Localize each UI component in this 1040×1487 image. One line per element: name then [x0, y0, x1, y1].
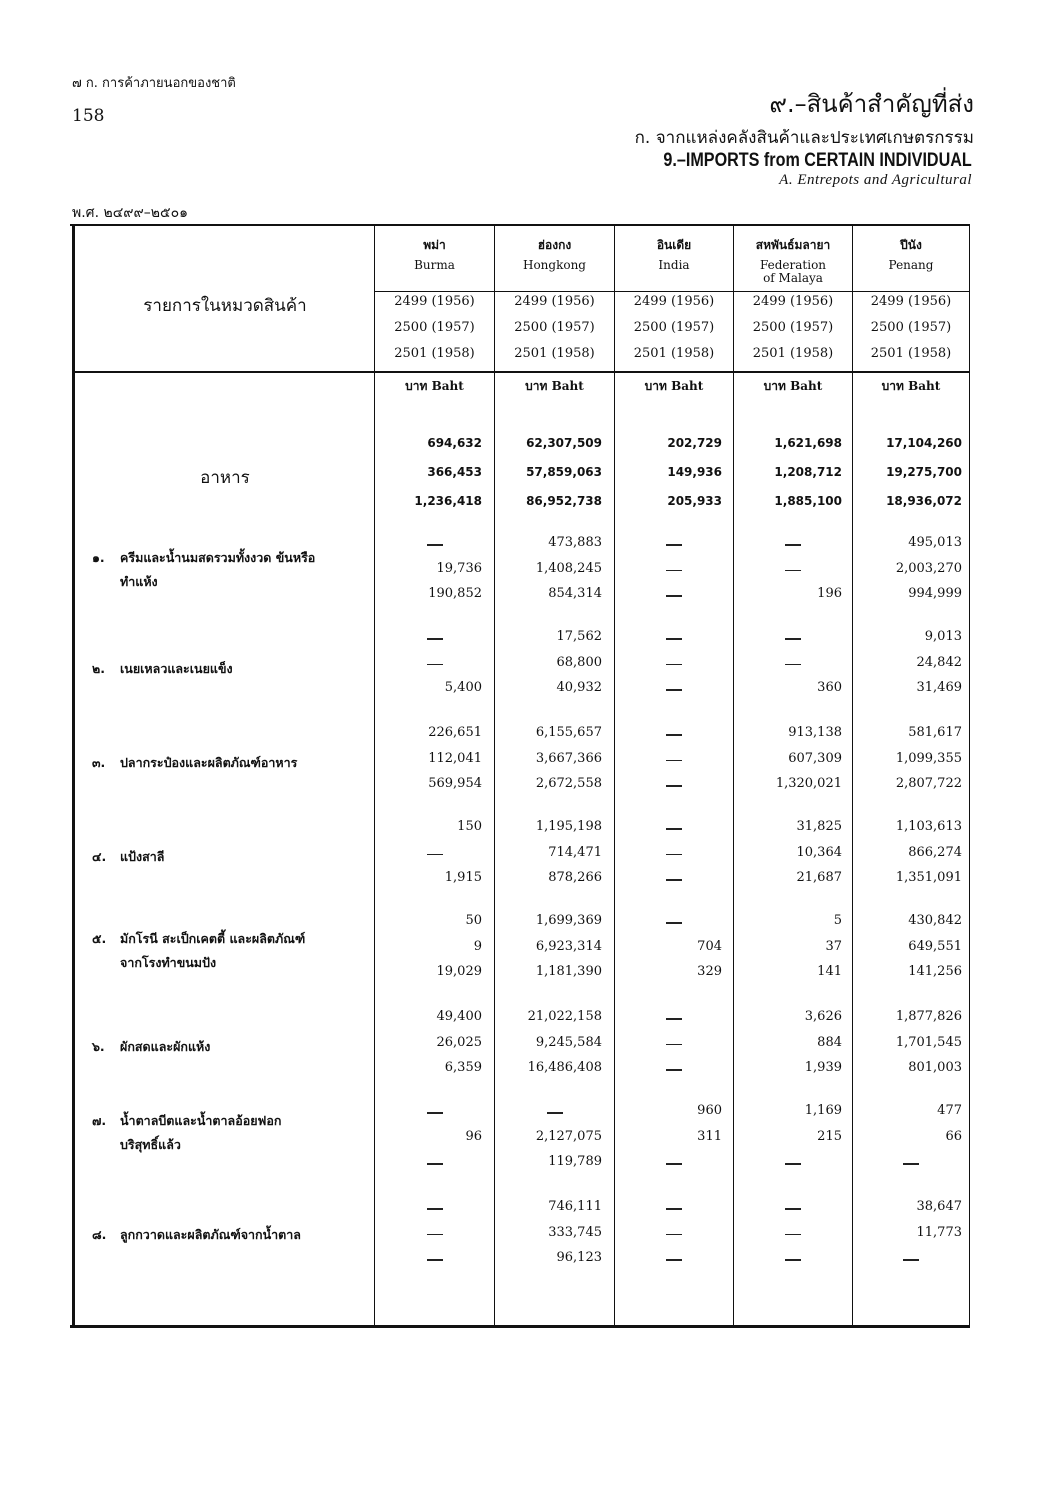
empty-dash [427, 854, 443, 856]
year-label: 2501 (1958) [633, 346, 715, 361]
table-cell: 10,364 [796, 844, 842, 860]
empty-dash [427, 638, 443, 640]
year-label: 2499 (1956) [752, 294, 834, 309]
year-label: 2500 (1957) [752, 320, 834, 335]
year-label: 2499 (1956) [870, 294, 952, 309]
table-cell: 1,701,545 [895, 1034, 962, 1050]
item-label-text: ทำแห้ง [120, 574, 158, 589]
page-number: 158 [72, 106, 105, 126]
item-label-text: ครีมและน้ำนมสดรวมทั้งงวด ข้นหรือ [120, 550, 316, 565]
item-label [92, 657, 372, 681]
column-name-thai: สหพันธ์มลายา [755, 238, 831, 252]
table-cell: 62,307,509 [526, 436, 602, 450]
table-cell: 913,138 [788, 725, 842, 740]
table-left-rule [72, 224, 75, 1327]
table-cell: 6,923,314 [535, 938, 602, 954]
table-cell: 31,469 [916, 680, 962, 695]
item-label-text: แป้งสาลี [120, 849, 165, 864]
table-bottom-rule [70, 1325, 970, 1328]
year-label: 2500 (1957) [633, 320, 715, 335]
table-cell: 141,256 [908, 964, 962, 979]
table-cell: 1,103,613 [895, 819, 962, 834]
table-cell: 2,127,075 [535, 1128, 602, 1144]
table-cell: 1,208,712 [774, 465, 842, 479]
empty-dash [666, 1044, 682, 1046]
table-cell: 1,885,100 [774, 494, 842, 508]
item-label-text: จากโรงทำขนมปัง [120, 955, 217, 970]
table-cell: 40,932 [556, 680, 602, 695]
page-title-english: 9.–IMPORTS from CERTAIN INDIVIDUAL [663, 150, 972, 171]
table-cell: 112,041 [428, 750, 482, 766]
column-header-malaya [735, 236, 851, 285]
table-cell: 68,800 [556, 654, 602, 670]
empty-dash [666, 1259, 682, 1261]
table-cell: 2,672,558 [535, 776, 602, 791]
table-cell: 226,651 [428, 725, 482, 740]
item-label-text: บริสุทธิ์แล้ว [120, 1137, 181, 1152]
empty-dash [666, 595, 682, 597]
table-cell: 704 [697, 938, 722, 954]
empty-dash [666, 689, 682, 691]
year-label: 2501 (1958) [752, 346, 834, 361]
table-cell: 1,320,021 [775, 776, 842, 791]
empty-dash [427, 1234, 443, 1236]
table-cell: 994,999 [908, 586, 962, 601]
item-number: ๗. [92, 1113, 107, 1128]
item-label [92, 927, 372, 975]
item-number: ๑. [92, 550, 105, 565]
item-label-text: มักโรนี สะเป็กเคตตี้ และผลิตภัณฑ์ [120, 931, 306, 946]
country-header-rule [374, 291, 970, 292]
item-number: ๕. [92, 931, 107, 946]
empty-dash [666, 854, 682, 856]
empty-dash [785, 544, 801, 546]
empty-dash [666, 544, 682, 546]
empty-dash [547, 1112, 563, 1114]
item-number: ๖. [92, 1039, 105, 1054]
column-header-hongkong [496, 236, 613, 272]
table-cell: 21,022,158 [527, 1009, 602, 1024]
table-cell: 1,195,198 [535, 819, 602, 834]
table-cell: 3,626 [804, 1009, 842, 1024]
empty-dash [785, 1259, 801, 1261]
table-cell: 960 [697, 1103, 722, 1118]
table-top-rule [70, 224, 970, 226]
empty-dash [666, 879, 682, 881]
table-cell: 19,029 [436, 964, 482, 979]
year-label: 2501 (1958) [870, 346, 952, 361]
empty-dash [785, 1234, 801, 1236]
table-cell: 19,275,700 [886, 465, 962, 479]
unit-label: บาท Baht [881, 379, 941, 393]
table-cell: 31,825 [796, 819, 842, 834]
table-cell: 141 [817, 964, 842, 979]
header-separator-rule [72, 371, 970, 373]
table-cell: 26,025 [436, 1034, 482, 1050]
table-cell: 477 [937, 1103, 962, 1118]
table-cell: 21,687 [796, 870, 842, 885]
table-cell: 9 [473, 938, 482, 954]
empty-dash [666, 1069, 682, 1071]
table-cell: 649,551 [908, 938, 962, 954]
table-cell: 19,736 [436, 560, 482, 576]
table-cell: 801,003 [908, 1060, 962, 1075]
table-cell: 311 [697, 1128, 722, 1144]
table-cell: 2,003,270 [895, 560, 962, 576]
column-name-thai: พม่า [423, 238, 446, 252]
empty-dash [666, 785, 682, 787]
column-name-english: India [658, 258, 690, 272]
table-cell: 119,789 [548, 1154, 602, 1169]
item-label-text: ปลากระป๋องและผลิตภัณฑ์อาหาร [120, 755, 298, 770]
column-divider [494, 226, 495, 1326]
table-cell: 581,617 [908, 725, 962, 740]
empty-dash [785, 1163, 801, 1165]
table-cell: 57,859,063 [526, 465, 602, 479]
item-number: ๓. [92, 755, 106, 770]
item-label [92, 1109, 372, 1157]
empty-dash [666, 760, 682, 762]
table-cell: 18,936,072 [886, 494, 962, 508]
table-cell: 746,111 [548, 1199, 602, 1214]
empty-dash [666, 1163, 682, 1165]
empty-dash [666, 664, 682, 666]
empty-dash [427, 1163, 443, 1165]
column-divider [852, 226, 853, 1326]
year-label: 2499 (1956) [514, 294, 595, 309]
table-cell: 1,621,698 [774, 436, 842, 450]
empty-dash [785, 1208, 801, 1210]
column-divider [374, 226, 375, 1326]
column-name-english: Burma [414, 258, 455, 272]
table-cell: 190,852 [428, 586, 482, 601]
table-cell: 854,314 [548, 586, 602, 601]
empty-dash [427, 664, 443, 666]
table-cell: 360 [817, 680, 842, 695]
item-label-text: เนยเหลวและเนยแข็ง [120, 661, 233, 676]
item-label [92, 546, 372, 594]
empty-dash [785, 664, 801, 666]
table-cell: 202,729 [667, 436, 722, 450]
table-cell: 205,933 [667, 494, 722, 508]
table-cell: 3,667,366 [535, 750, 602, 766]
table-cell: 38,647 [916, 1199, 962, 1214]
table-cell: 9,013 [924, 629, 962, 644]
unit-label: บาท Baht [763, 379, 823, 393]
empty-dash [903, 1163, 919, 1165]
table-cell: 714,471 [548, 844, 602, 860]
empty-dash [666, 638, 682, 640]
column-header-burma [376, 236, 493, 272]
table-cell: 607,309 [788, 750, 842, 766]
table-cell: 96,123 [556, 1250, 602, 1265]
table-cell: 1,169 [804, 1103, 842, 1118]
column-name-english: Penang [888, 258, 934, 272]
table-cell: 430,842 [908, 913, 962, 928]
table-cell: 866,274 [908, 844, 962, 860]
item-label-text: น้ำตาลบีตและน้ำตาลอ้อยฟอก [120, 1113, 282, 1128]
empty-dash [427, 1259, 443, 1261]
empty-dash [666, 828, 682, 830]
year-label: 2500 (1957) [514, 320, 595, 335]
table-cell: 329 [697, 964, 722, 979]
empty-dash [903, 1259, 919, 1261]
table-cell: 9,245,584 [535, 1034, 602, 1050]
table-cell: 1,877,826 [895, 1009, 962, 1024]
column-divider [969, 226, 970, 1326]
page-title-thai: ๙.–สินค้าสำคัญที่ส่ง [769, 90, 974, 118]
table-cell: 694,632 [427, 436, 482, 450]
table-cell: 49,400 [436, 1009, 482, 1024]
table-cell: 50 [465, 913, 482, 928]
empty-dash [666, 1208, 682, 1210]
table-cell: 1,939 [804, 1060, 842, 1075]
table-cell: 11,773 [916, 1224, 962, 1240]
table-cell: 196 [817, 586, 842, 601]
empty-dash [666, 1018, 682, 1020]
table-cell: 366,453 [427, 465, 482, 479]
year-label: 2501 (1958) [394, 346, 475, 361]
table-cell: 884 [817, 1034, 842, 1050]
empty-dash [666, 734, 682, 736]
column-name-thai: ปีนัง [900, 238, 922, 252]
year-label: 2500 (1957) [394, 320, 475, 335]
section-header: ๗ ก. การค้าภายนอกของชาติ [72, 76, 236, 91]
table-cell: 1,236,418 [414, 494, 482, 508]
empty-dash [427, 1112, 443, 1114]
table-cell: 6,359 [444, 1060, 482, 1075]
column-divider [733, 226, 734, 1326]
table-cell: 1,351,091 [895, 870, 962, 885]
table-cell: 1,099,355 [895, 750, 962, 766]
table-cell: 96 [465, 1128, 482, 1144]
table-cell: 473,883 [548, 535, 602, 550]
column-header-india [616, 236, 732, 272]
empty-dash [785, 638, 801, 640]
table-cell: 37 [825, 938, 842, 954]
year-label: 2499 (1956) [394, 294, 475, 309]
empty-dash [666, 922, 682, 924]
unit-label: บาท Baht [644, 379, 704, 393]
unit-label: บาท Baht [405, 379, 464, 393]
table-cell: 17,562 [556, 629, 602, 644]
column-name-thai: อินเดีย [656, 238, 692, 252]
year-label: 2501 (1958) [514, 346, 595, 361]
item-label-text: ผักสดและผักแห้ง [120, 1039, 211, 1054]
column-header-penang [854, 236, 968, 272]
item-label [92, 751, 372, 775]
table-cell: 1,915 [444, 870, 482, 885]
table-cell: 86,952,738 [526, 494, 602, 508]
table-cell: 24,842 [916, 654, 962, 670]
table-cell: 6,155,657 [535, 725, 602, 740]
table-cell: 5,400 [444, 680, 482, 695]
table-cell: 1,181,390 [535, 964, 602, 979]
empty-dash [666, 570, 682, 572]
page-subtitle-thai: ก. จากแหล่งคลังสินค้าและประเทศเกษตรกรรม [634, 128, 974, 148]
item-label [92, 845, 372, 869]
empty-dash [427, 544, 443, 546]
table-cell: 2,807,722 [895, 776, 962, 791]
item-number: ๘. [92, 1227, 107, 1242]
category-column-header: รายการในหมวดสินค้า [143, 296, 307, 316]
column-divider [614, 226, 615, 1326]
column-name-thai: ฮ่องกง [537, 238, 572, 252]
table-cell: 1,408,245 [535, 560, 602, 576]
table-cell: 150 [457, 819, 482, 834]
empty-dash [427, 1208, 443, 1210]
item-label [92, 1035, 372, 1059]
table-cell: 569,954 [428, 776, 482, 791]
table-cell: 5 [833, 913, 842, 928]
unit-label: บาท Baht [525, 379, 584, 393]
group-label: อาหาร [200, 468, 250, 488]
year-label: 2499 (1956) [633, 294, 715, 309]
item-label [92, 1223, 372, 1247]
table-cell: 878,266 [548, 870, 602, 885]
item-label-text: ลูกกวาดและผลิตภัณฑ์จากน้ำตาล [120, 1227, 301, 1242]
column-name-english: Federation of Malaya [759, 258, 827, 285]
empty-dash [666, 1234, 682, 1236]
table-cell: 215 [817, 1128, 842, 1144]
year-range: พ.ศ. ๒๔๙๙–๒๕๐๑ [72, 205, 189, 221]
page-subtitle-english: A. Entrepots and Agricultural [779, 172, 972, 188]
table-cell: 1,699,369 [535, 913, 602, 928]
column-name-english: Hongkong [522, 258, 586, 272]
empty-dash [785, 570, 801, 572]
item-number: ๔. [92, 849, 107, 864]
year-label: 2500 (1957) [870, 320, 952, 335]
table-cell: 333,745 [548, 1224, 602, 1240]
table-cell: 495,013 [908, 535, 962, 550]
table-cell: 16,486,408 [527, 1060, 602, 1075]
table-cell: 66 [945, 1128, 962, 1144]
item-number: ๒. [92, 661, 105, 676]
table-cell: 149,936 [667, 465, 722, 479]
table-cell: 17,104,260 [886, 436, 962, 450]
